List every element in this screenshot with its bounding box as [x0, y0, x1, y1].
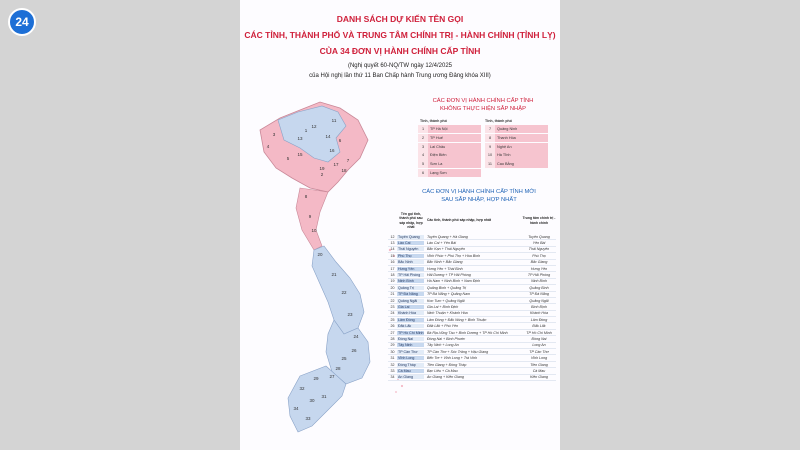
new-row-capital: Bắc Giang — [530, 260, 548, 265]
header-capital: Trung tâm chính trị - hành chính — [522, 216, 556, 225]
new-row-name: Vĩnh Long — [397, 356, 424, 360]
map-label: 21 — [331, 272, 337, 277]
new-row-name: Bắc Ninh — [397, 260, 424, 264]
new-row-number: 17 — [390, 266, 395, 271]
new-row-merge: Tiền Giang + Đồng Tháp — [427, 362, 467, 367]
map-label: 19 — [319, 166, 325, 171]
map-label: 24 — [353, 334, 359, 339]
map-label: 23 — [347, 312, 353, 317]
title-line-1: DANH SÁCH DỰ KIẾN TÊN GỌI — [336, 14, 464, 24]
map-label: 12 — [311, 124, 317, 129]
map-label: 8 — [304, 194, 308, 199]
new-table-body — [388, 234, 556, 381]
new-row-number: 23 — [390, 304, 395, 309]
keep-row-province: Hà Tĩnh — [495, 151, 548, 159]
keep-row — [485, 160, 548, 168]
title-line-3: CỦA 34 ĐƠN VỊ HÀNH CHÍNH CẤP TỈNH — [319, 46, 481, 56]
new-row-number: 27 — [390, 330, 395, 335]
new-row-number: 29 — [390, 343, 395, 348]
new-table-header — [388, 207, 556, 234]
keep-row — [418, 151, 481, 159]
new-row-merge: Bến Tre + Vĩnh Long + Trà Vinh — [427, 356, 478, 361]
new-row-name: Quảng Ngãi — [397, 299, 424, 303]
new-row-capital: Lâm Đồng — [530, 317, 548, 322]
keep-row-number: 6 — [418, 169, 428, 177]
new-row-name: Tuyên Quang — [397, 235, 424, 239]
new-row-capital: Quảng Bình — [529, 285, 549, 290]
new-row-capital: Tuyên Quang — [528, 234, 550, 239]
keep-row-number: 8 — [485, 134, 495, 142]
infographic-poster — [240, 0, 560, 450]
new-row-name: TP Hồ Chí Minh — [398, 330, 424, 335]
new-row-number: 28 — [390, 336, 395, 341]
new-row-number: 22 — [390, 298, 395, 303]
new-row-name: Ninh Bình — [397, 279, 424, 283]
new-row-name: Gia Lai — [397, 305, 424, 309]
new-row-merge: Đồng Nai + Bình Phước — [427, 336, 466, 341]
new-title-line-2: SAU SẮP NHẬP, HỢP NHẤT — [441, 196, 517, 203]
new-row-capital: Quảng Ngãi — [529, 298, 549, 303]
keep-row-province: Thanh Hóa — [495, 134, 548, 142]
new-row-name: Khánh Hòa — [397, 311, 424, 315]
new-row-number: 16 — [390, 260, 395, 265]
new-row-number: 18 — [390, 273, 395, 278]
keep-row — [418, 125, 481, 133]
map-label: 2 — [320, 172, 324, 177]
map-label: 18 — [341, 168, 347, 173]
keep-table-header — [418, 116, 548, 125]
new-row-name: Phú Thọ — [397, 254, 424, 258]
map-label: 6 — [338, 138, 342, 143]
title-line-2: CÁC TỈNH, THÀNH PHỐ VÀ TRUNG TÂM CHÍNH TRỊ - HÀNH CHÍNH (TỈNH LỴ) — [244, 30, 556, 40]
map-label: 29 — [313, 376, 319, 381]
new-row-number: 12 — [390, 234, 395, 239]
new-row-merge: Lào Cai + Yên Bái — [427, 241, 457, 246]
keep-row — [418, 134, 481, 142]
keep-section-title — [418, 98, 548, 113]
map-label: 5 — [286, 156, 290, 161]
map-label: 34 — [293, 406, 299, 411]
new-row-number: 32 — [390, 362, 395, 367]
new-row-name: Đồng Nai — [397, 337, 424, 341]
header-merge: Các tỉnh, thành phố sáp nhập, hợp nhất — [427, 218, 492, 223]
map-label: 14 — [325, 134, 331, 139]
new-section-title — [400, 189, 558, 204]
keep-row-number: 9 — [485, 143, 495, 151]
new-row-capital: Hưng Yên — [530, 266, 548, 271]
new-row-number: 21 — [390, 292, 395, 297]
new-row-name: Hưng Yên — [397, 267, 424, 271]
new-row-merge: An Giang + Kiên Giang — [427, 375, 464, 380]
new-row-capital: Ninh Bình — [531, 279, 547, 284]
new-row-number: 34 — [390, 375, 395, 380]
keep-row-province: Lai Châu — [428, 143, 481, 151]
keep-title-line-2: KHÔNG THỰC HIỆN SẮP NHẬP — [440, 105, 526, 112]
new-row-merge: Ninh Thuận + Khánh Hòa — [427, 311, 468, 316]
subtitle-line-1: (Nghị quyết 60-NQ/TW ngày 12/4/2025 — [347, 63, 453, 69]
keep-row-province: Lạng Sơn — [428, 169, 481, 177]
new-row-capital: TP Đà Nẵng — [529, 292, 549, 297]
new-row-merge: TP Cần Thơ + Sóc Trăng + Hậu Giang — [427, 349, 489, 354]
new-row-merge: Hà Nam + Ninh Bình + Nam Định — [427, 279, 481, 284]
map-label: 28 — [335, 366, 341, 371]
keep-row-province: Điện Biên — [428, 151, 481, 159]
new-row-capital: Vĩnh Long — [530, 356, 548, 361]
keep-row-province: Sơn La — [428, 160, 481, 168]
new-row-capital: Cà Mau — [532, 368, 546, 373]
keep-row-number: 4 — [418, 151, 428, 159]
new-title-line-1: CÁC ĐƠN VỊ HÀNH CHÍNH CẤP TỈNH MỚI — [422, 189, 536, 195]
new-row-name: Quảng Trị — [397, 286, 424, 290]
map-label: 31 — [321, 394, 327, 399]
keep-header-left: Tỉnh, thành phố — [420, 118, 447, 123]
new-row-name: Đồng Tháp — [397, 363, 424, 367]
map-label: 9 — [308, 214, 312, 219]
new-row-merge: Bắc Ninh + Bắc Giang — [427, 260, 463, 265]
new-row-merge: Bà Rịa-Vũng Tàu + Bình Dương + TP Hồ Chí Minh — [427, 330, 508, 335]
new-row-number: 20 — [390, 285, 395, 290]
new-row-number: 33 — [390, 368, 395, 373]
header-new-name: Tên gọi tỉnh, thành phố sau sáp nhập, hợp nhất — [399, 212, 423, 229]
subtitle-line-2: của Hội nghị lần thứ 11 Ban Chấp hành Trung ương Đảng khóa XIII) — [309, 73, 491, 79]
keep-row-number: 1 — [418, 125, 428, 133]
new-row-name: TP Đà Nẵng — [397, 292, 424, 296]
new-row-number: 25 — [390, 317, 395, 322]
vietnam-map — [240, 80, 410, 450]
new-row-capital: Phú Thọ — [532, 253, 546, 258]
island-dot — [401, 385, 403, 387]
keep-row-province: TP Hà Nội — [428, 125, 481, 133]
new-row-name: TP Cần Thơ — [397, 350, 424, 354]
new-row-capital: Khánh Hòa — [530, 311, 548, 316]
map-label: 32 — [299, 386, 305, 391]
keep-row-province: Nghệ An — [495, 143, 548, 151]
map-label: 16 — [329, 148, 335, 153]
keep-row-number: 10 — [485, 151, 495, 159]
new-row-capital: Đắk Lắk — [532, 324, 546, 329]
map-label: 20 — [317, 252, 323, 257]
central-region-shape — [312, 246, 364, 334]
new-row-capital: Thái Nguyên — [528, 247, 550, 252]
logo-text: 24 — [15, 15, 29, 29]
new-row-name: Lào Cai — [397, 241, 424, 245]
new-row-merge: Bạc Liêu + Cà Mau — [427, 368, 458, 373]
new-row-number: 26 — [390, 324, 395, 329]
new-row-number: 31 — [390, 356, 395, 361]
new-row-merge: Gia Lai + Bình Định — [427, 304, 459, 309]
new-row-merge: Tây Ninh + Long An — [427, 343, 459, 348]
map-label: 4 — [266, 144, 270, 149]
keep-row — [485, 125, 548, 133]
keep-row-number: 5 — [418, 160, 428, 168]
new-row-number: 19 — [390, 279, 395, 284]
map-label: 26 — [351, 348, 357, 353]
keep-column-right — [485, 125, 548, 178]
new-row-number: 14 — [390, 247, 395, 252]
new-row-name: Cà Mau — [397, 369, 424, 373]
new-row-number: 24 — [390, 311, 395, 316]
keep-row-number: 3 — [418, 143, 428, 151]
new-row-name: An Giang — [397, 375, 424, 379]
keep-row-province: Quảng Ninh — [495, 125, 548, 133]
new-row-capital: Bình Định — [531, 304, 547, 309]
keep-row — [418, 143, 481, 151]
new-row-capital: Yên Bái — [532, 241, 546, 246]
new-row-merge: Hải Dương + TP Hải Phòng — [427, 273, 471, 278]
new-row-merge: Đắk Lắk + Phú Yên — [427, 324, 459, 329]
map-label: 15 — [297, 152, 303, 157]
keep-header-right: Tỉnh, thành phố — [485, 118, 512, 123]
map-label: 1 — [304, 128, 308, 133]
keep-row-province: Cao Bằng — [495, 160, 548, 168]
map-label: 27 — [329, 374, 335, 379]
keep-table — [418, 116, 548, 178]
map-label: 11 — [331, 118, 337, 123]
new-row-capital: TP Cần Thơ — [529, 349, 549, 354]
keep-row — [485, 134, 548, 142]
island-dot — [395, 391, 397, 393]
map-label: 3 — [272, 132, 276, 137]
new-row-merge: Bắc Kạn + Thái Nguyên — [427, 247, 466, 252]
map-label: 30 — [309, 398, 315, 403]
new-row — [388, 375, 556, 381]
map-label: 25 — [341, 356, 347, 361]
site-logo[interactable] — [8, 8, 36, 36]
new-row-merge: Vĩnh Phúc + Phú Thọ + Hòa Bình — [427, 253, 481, 258]
map-label: 17 — [333, 162, 339, 167]
new-row-capital: Kiên Giang — [530, 375, 548, 380]
new-row-number: 30 — [390, 349, 395, 354]
keep-row — [418, 160, 481, 168]
new-row-name: Lâm Đồng — [397, 318, 424, 322]
new-row-capital: TP Hồ Chí Minh — [526, 330, 552, 335]
keep-row-number: 7 — [485, 125, 495, 133]
new-row-merge: TP Đà Nẵng + Quảng Nam — [427, 292, 471, 297]
new-row-merge: Kon Tum + Quảng Ngãi — [427, 298, 465, 303]
new-row-name: Tây Ninh — [397, 343, 424, 347]
keep-row — [418, 169, 481, 177]
new-row-number: 15 — [390, 253, 395, 258]
new-row-name: Thái Nguyên — [397, 247, 424, 251]
new-row-merge: Hưng Yên + Thái Bình — [427, 266, 463, 271]
new-row-merge: Lâm Đồng + Đắk Nông + Bình Thuận — [427, 317, 487, 322]
map-label: 10 — [311, 228, 317, 233]
map-label: 13 — [297, 136, 303, 141]
keep-row — [485, 151, 548, 159]
keep-row-number: 2 — [418, 134, 428, 142]
new-row-capital: Tiền Giang — [530, 362, 548, 367]
keep-row-province: TP Huế — [428, 134, 481, 142]
new-row-number: 13 — [390, 241, 395, 246]
new-row-merge: Quảng Bình + Quảng Trị — [427, 285, 466, 290]
new-row-capital: Đồng Nai — [531, 336, 547, 341]
north-central-shape — [296, 188, 328, 250]
new-row-name: TP Hải Phòng — [397, 273, 424, 277]
map-label: 22 — [341, 290, 347, 295]
new-row-capital: TP Hải Phòng — [527, 273, 551, 278]
map-label: 7 — [346, 158, 350, 163]
map-label: 33 — [305, 416, 311, 421]
keep-title-line-1: CÁC ĐƠN VỊ HÀNH CHÍNH CẤP TỈNH — [432, 98, 534, 104]
new-table — [388, 207, 556, 381]
new-row-capital: Long An — [532, 343, 546, 348]
new-row-merge: Tuyên Quang + Hà Giang — [427, 234, 468, 239]
keep-row — [485, 143, 548, 151]
keep-row-number: 11 — [485, 160, 495, 168]
keep-column-left — [418, 125, 481, 178]
new-row-name: Đắk Lắk — [397, 324, 424, 328]
